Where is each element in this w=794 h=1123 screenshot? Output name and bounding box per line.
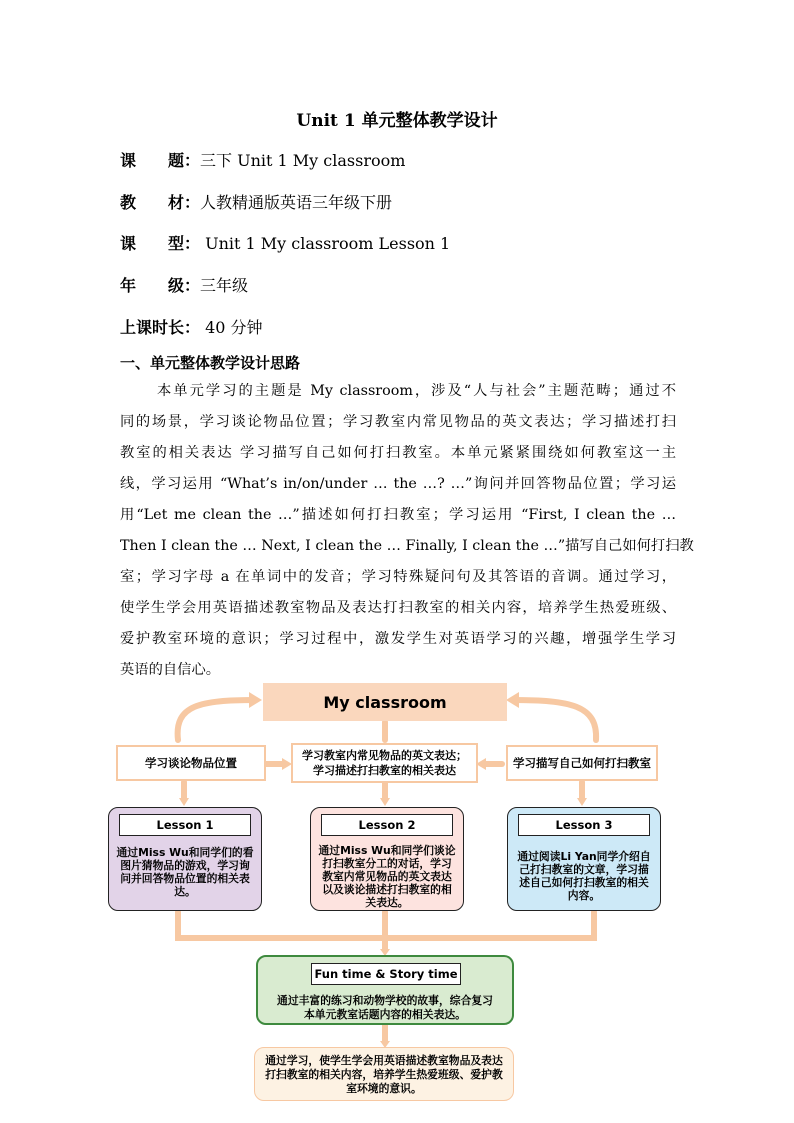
meta-value: 三下 Unit 1 My classroom	[200, 151, 406, 170]
goal-box-1: 学习谈论物品位置	[116, 745, 266, 781]
meta-value: 三年级	[200, 276, 249, 295]
section-heading: 一、单元整体教学设计思路	[120, 354, 301, 372]
meta-label: 课 题：	[120, 151, 201, 170]
paragraph-line: Then I clean the … Next, I clean the … Finally, I clean the …”描写自己如何打扫教	[120, 538, 694, 554]
meta-label: 课 型：	[120, 234, 201, 253]
paragraph-line: 教室的相关表达 学习描写自己如何打扫教室。本单元紧紧围绕如何教室这一主	[120, 445, 676, 461]
lesson-card-1	[108, 807, 262, 911]
meta-value: Unit 1 My classroom Lesson 1	[200, 234, 451, 253]
meta-value: 人教精通版英语三年级下册	[200, 193, 393, 212]
loop-arrow-left	[178, 700, 256, 740]
meta-label: 年 级：	[120, 276, 201, 295]
lesson-description: 通过阅读Li Yan同学介绍自己打扫教室的文章，学习描述自己如何打扫教室的相关内容。	[517, 850, 651, 902]
lesson-title: Lesson 1	[119, 814, 251, 836]
meta-value: 40 分钟	[200, 318, 263, 337]
lesson-description: 通过Miss Wu和同学们谈论打扫教室分工的对话，学习教室内常见物品的英文表达以及谈论描述打扫教室的相关表达。	[318, 844, 456, 909]
lesson-card-3	[507, 807, 661, 911]
paragraph-line: 室；学习字母 a 在单词中的发音；学习特殊疑问句及其答语的音调。通过学习，	[120, 569, 676, 585]
meta-label: 上课时长：	[120, 318, 201, 337]
meta-label: 教 材：	[120, 193, 201, 212]
paragraph-line: 本单元学习的主题是 My classroom，涉及“人与社会”主题范畴；通过不	[157, 383, 676, 399]
paragraph-line: 用“Let me clean the …”描述如何打扫教室；学习运用 “First, I clean the …	[120, 507, 676, 523]
paragraph-line: 线，学习运用 “What’s in/on/under … the …? …”询问并回答物品位置；学习运	[120, 476, 676, 492]
fun-time-title: Fun time & Story time	[311, 963, 461, 985]
document-title: Unit 1 单元整体教学设计	[296, 111, 498, 131]
goal-box-2: 学习教室内常见物品的英文表达； 学习描述打扫教室的相关表达	[291, 743, 478, 783]
loop-arrow-right	[512, 700, 596, 740]
paragraph-line: 英语的自信心。	[120, 662, 221, 678]
goal-box-3: 学习描写自己如何打扫教室	[506, 745, 658, 781]
final-objective-box: 通过学习，使学生学会用英语描述教室物品及表达打扫教室的相关内容，培养学生热爱班级、爱护教室环境的意识。	[254, 1047, 514, 1101]
lesson-description: 通过Miss Wu和同学们的看图片猜物品的游戏，学习询问并回答物品位置的相关表达。	[116, 846, 254, 898]
fun-time-box	[256, 955, 514, 1025]
lesson-title: Lesson 3	[518, 814, 650, 836]
fun-time-description: 通过丰富的练习和动物学校的故事，综合复习本单元教室话题内容的相关表达。	[277, 994, 493, 1021]
paragraph-line: 爱护教室环境的意识；学习过程中，激发学生对英语学习的兴趣，增强学生学习	[120, 631, 676, 647]
diagram-center-title: My classroom	[263, 683, 507, 721]
paragraph-line: 同的场景，学习谈论物品位置；学习教室内常见物品的英文表达；学习描述打扫	[120, 414, 676, 430]
lesson-title: Lesson 2	[321, 814, 453, 836]
paragraph-line: 使学生学会用英语描述教室物品及表达打扫教室的相关内容，培养学生热爱班级、	[120, 600, 676, 616]
lesson-card-2	[310, 807, 464, 911]
